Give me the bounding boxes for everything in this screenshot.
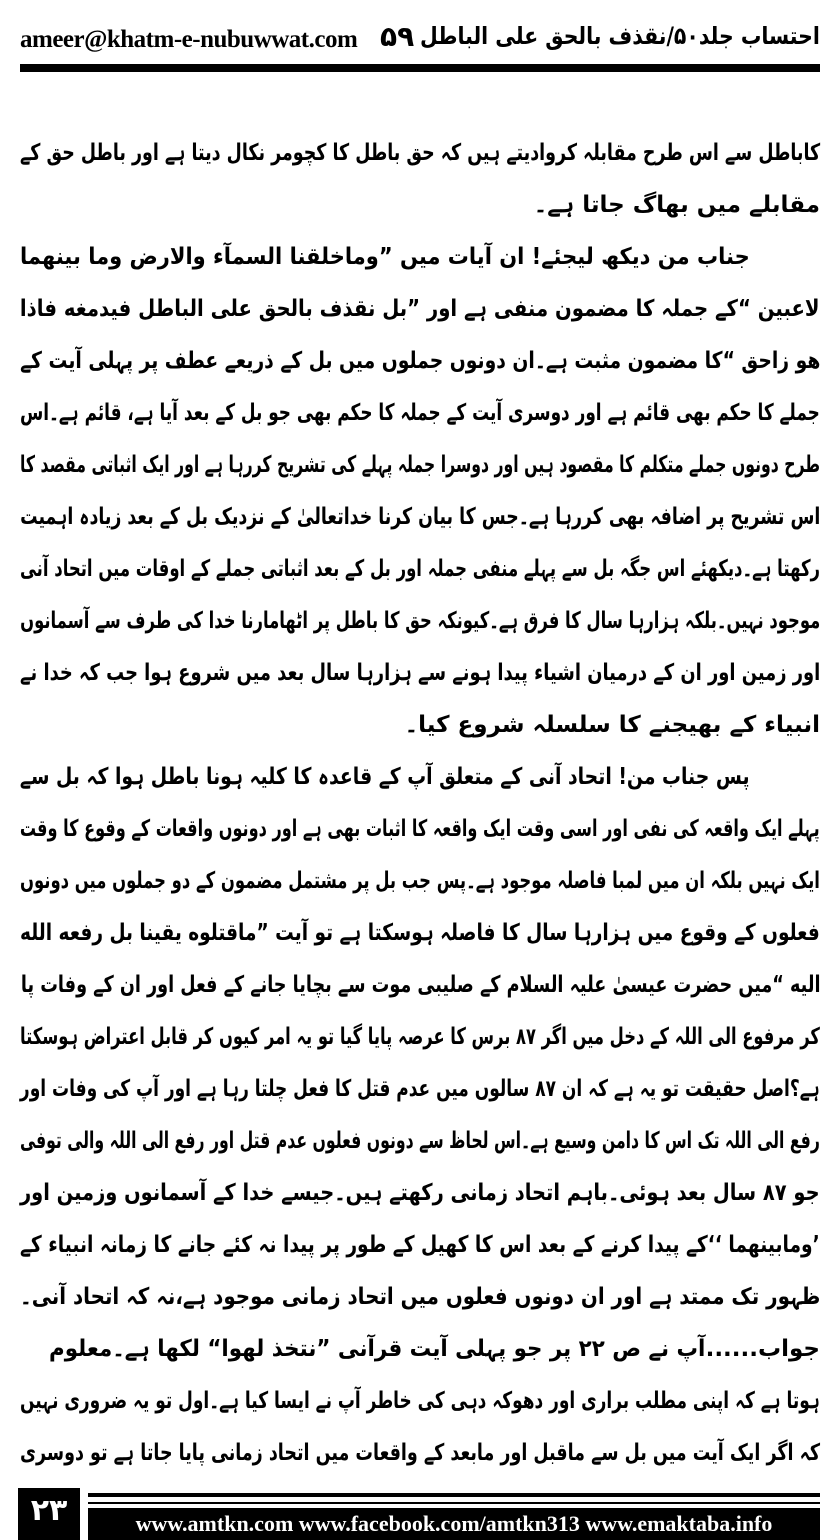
text-line [20,283,820,335]
text-line-content: ’ومابینهما ‘‘کے پیدا کرنے کے بعد اس کا کھیل کے طور پر پیدا نہ کئے جانے کا زمانہ انبیاء کے [20,1232,820,1258]
text-line-content: انبیاء کے بھیجنے کا سلسلہ شروع کیا۔ [404,712,820,738]
footer-page-number: ۲۳ [18,1488,80,1540]
body-text [20,127,820,1479]
text-line-content: پس جناب من! اتحاد آنی کے متعلق آپ کے قاعدہ کا کلیہ ہونا باطل ہوا کہ بل سے [20,764,750,790]
text-line [20,595,820,647]
text-line-content: اور زمین اور ان کے درمیان اشیاء پیدا ہونے سے ہزارہا سال بعد میں شروع ہوا جب کہ خدا نے [19,660,820,686]
text-line-content: اس تشریح پر اضافہ بھی کررہا ہے۔جس کا بیان کرنا خداتعالیٰ کے نزدیک بل کے بعد زیادہ اہمیت [19,504,820,530]
header-rule [20,64,820,72]
text-line [20,491,820,543]
text-line-content: کر مرفوع الی اللہ کے دخل میں اگر ۸۷ برس کا عرصہ پایا گیا تو یہ امر کیوں کر قابل اعتراض ہوسکتا [20,1024,820,1050]
footer-rule [88,1502,820,1504]
text-line-content: فعلوں کے وقوع میں ہزارہا سال کا فاصلہ ہوسکتا ہے تو آیت ”ماقتلوه یقینا بل رفعه الله [20,920,820,946]
text-line-content: ظہور تک ممتد ہے اور ان دونوں فعلوں میں اتحاد زمانی موجود ہے،نہ کہ اتحاد آنی۔ [19,1284,820,1310]
text-line-content: رفع الی اللہ تک اس کا دامن وسیع ہے۔اس لحاظ سے دونوں فعلوں عدم قتل اور رفع الی اللہ والی توفی [20,1128,820,1154]
text-line [20,699,820,751]
text-line: آپ نے ص ۲۲ پر جو پہلی آیت قرآنی ”نتخذ لهوا“ لکھا ہے۔معلوم [49,1336,706,1362]
text-line [20,1271,820,1323]
text-line-content: ایک نہیں بلکہ ان میں لمبا فاصلہ موجود ہے۔پس جب بل پر مشتمل مضمون کے دو جملوں میں دونوں [20,868,820,894]
text-line [20,1063,820,1115]
text-line [20,543,820,595]
text-line [20,751,820,803]
text-line [20,231,820,283]
text-line [20,387,820,439]
header-page-number: ۵۹ [380,20,415,53]
text-line [20,1375,820,1427]
text-line [20,1115,820,1167]
footer-links: www.amtkn.com www.facebook.com/amtkn313 www.emaktaba.info [88,1508,820,1540]
text-line-content: ہوتا ہے کہ اپنی مطلب براری اور دھوکہ دہی کی خاطر آپ نے ایسا کیا ہے۔اول تو یہ ضروری نہیں [20,1388,820,1414]
text-line [20,1427,820,1479]
text-line [20,1011,820,1063]
answer-line [20,1323,820,1375]
footer-rule [88,1493,820,1497]
page-header [20,18,820,62]
text-line [20,335,820,387]
answer-label: جواب...... [705,1336,820,1362]
text-line-content: پہلے ایک واقعہ کی نفی اور اسی وقت ایک واقعہ کا اثبات بھی ہے اور دونوں واقعات کے وقوع کا وقت [20,816,820,842]
text-line-content: جملے کا حکم بھی قائم ہے اور دوسری آیت کے جملہ کا حکم بھی جو بل کے بعد آیا ہے، قائم ہے۔اس [20,400,820,426]
header-email: ameer@khatm-e-nubuwwat.com [20,26,358,53]
text-line [20,959,820,1011]
text-line [20,907,820,959]
text-line-content: رکھتا ہے۔دیکھئے اس جگہ بل سے پہلے منفی جملہ اور بل کے بعد اثباتی جملے کے اوقات میں اتحاد آنی [19,556,820,582]
text-line-content: الیه “میں حضرت عیسیٰ علیہ السلام کے صلیبی موت سے بچایا جانے کے فعل اور ان کے وفات پا [20,972,820,998]
text-line-content: موجود نہیں۔بلکہ ہزارہا سال کا فرق ہے۔کیونکہ حق کا باطل پر اٹھامارنا خدا کی طرف سے آسمانوں [19,608,820,634]
text-line-content: کاباطل سے اس طرح مقابلہ کروادیتے ہیں کہ حق باطل کا کچومر نکال دیتا ہے اور باطل حق کے [19,140,820,166]
text-line [20,127,820,179]
text-line-content: جو ۸۷ سال بعد ہوئی۔باہم اتحاد زمانی رکھتے ہیں۔جیسے خدا کے آسمانوں وزمین اور [20,1180,820,1206]
text-line [20,1219,820,1271]
text-line [20,1167,820,1219]
text-line [20,439,820,491]
text-line [20,855,820,907]
text-line-content: مقابلے میں بھاگ جاتا ہے۔ [533,192,820,218]
header-title: احتساب جلد۵۰/نقذف بالحق علی الباطل [420,22,820,50]
text-line-content: کہ اگر ایک آیت میں بل سے ماقبل اور مابعد کے واقعات میں اتحاد زمانی پایا جاتا ہے تو دوسری [20,1440,820,1466]
text-line-content: جناب من دیکھ لیجئے! ان آیات میں ”وماخلقنا السمآء والارض وما بینهما [20,244,750,270]
text-line [20,803,820,855]
text-line-content: ہے؟اصل حقیقت تو یہ ہے کہ ان ۸۷ سالوں میں عدم قتل کا فعل چلتا رہا ہے اور آپ کی وفات اور [20,1076,820,1102]
text-line-content: لاعبین “کے جملہ کا مضمون منفی ہے اور ”بل نقذف بالحق علی الباطل فیدمغه فاذا [20,296,820,322]
text-line [20,647,820,699]
text-line-content: طرح دونوں جملے متکلم کا مقصود ہیں اور دوسرا جملہ پہلے کی تشریح کررہا ہے اور ایک اثباتی مقصد کا [19,452,820,478]
text-line [20,179,820,231]
text-line-content: هو زاحق “کا مضمون مثبت ہے۔ان دونوں جملوں میں بل کے ذریعے عطف پر پہلی آیت کے [19,348,820,374]
